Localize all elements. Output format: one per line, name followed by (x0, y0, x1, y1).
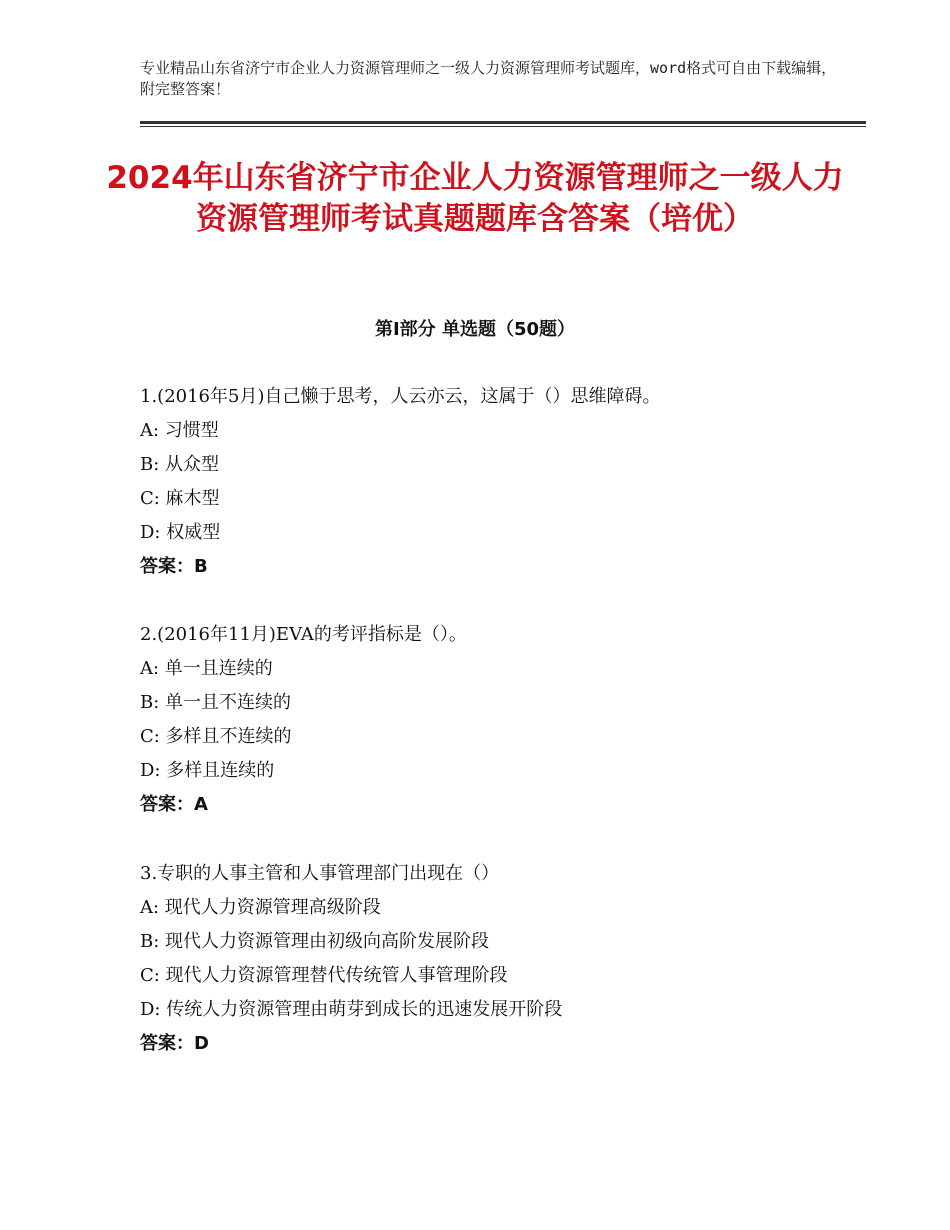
option-a: A: 单一且连续的 (140, 658, 273, 679)
question-2 (140, 618, 860, 822)
option-a: A: 现代人力资源管理高级阶段 (140, 897, 381, 918)
option-b: B: 单一且不连续的 (140, 692, 292, 713)
option-b: B: 从众型 (140, 454, 220, 475)
section-heading: 第Ⅰ部分 单选题（50题） (374, 319, 575, 340)
option-c: C: 多样且不连续的 (140, 726, 292, 747)
header-rule (140, 121, 866, 124)
answer: 答案：D (140, 1033, 209, 1054)
question-stem: 3.专职的人事主管和人事管理部门出现在（） (140, 863, 500, 884)
option-a: A: 习惯型 (140, 420, 219, 441)
option-c: C: 麻木型 (140, 488, 220, 509)
option-d: D: 传统人力资源管理由萌芽到成长的迅速发展开阶段 (140, 999, 563, 1020)
question-stem: 2.(2016年11月)EVA的考评指标是（）。 (140, 624, 467, 645)
header-rule-thin (140, 126, 866, 127)
question-3 (140, 857, 860, 1061)
question-1 (140, 380, 860, 584)
option-b: B: 现代人力资源管理由初级向高阶发展阶段 (140, 931, 490, 952)
answer: 答案：B (140, 556, 208, 577)
option-d: D: 多样且连续的 (140, 760, 275, 781)
answer: 答案：A (140, 794, 208, 815)
header-note: 专业精品山东省济宁市企业人力资源管理师之一级人力资源管理师考试题库，word格式可自由下载编辑，附完整答案！ (140, 59, 837, 98)
option-d: D: 权威型 (140, 522, 221, 543)
question-stem: 1.(2016年5月)自己懒于思考，人云亦云，这属于（）思维障碍。 (140, 386, 661, 407)
document-title: 2024年山东省济宁市企业人力资源管理师之一级人力资源管理师考试真题题库含答案（培优） (106, 160, 844, 237)
option-c: C: 现代人力资源管理替代传统管人事管理阶段 (140, 965, 508, 986)
